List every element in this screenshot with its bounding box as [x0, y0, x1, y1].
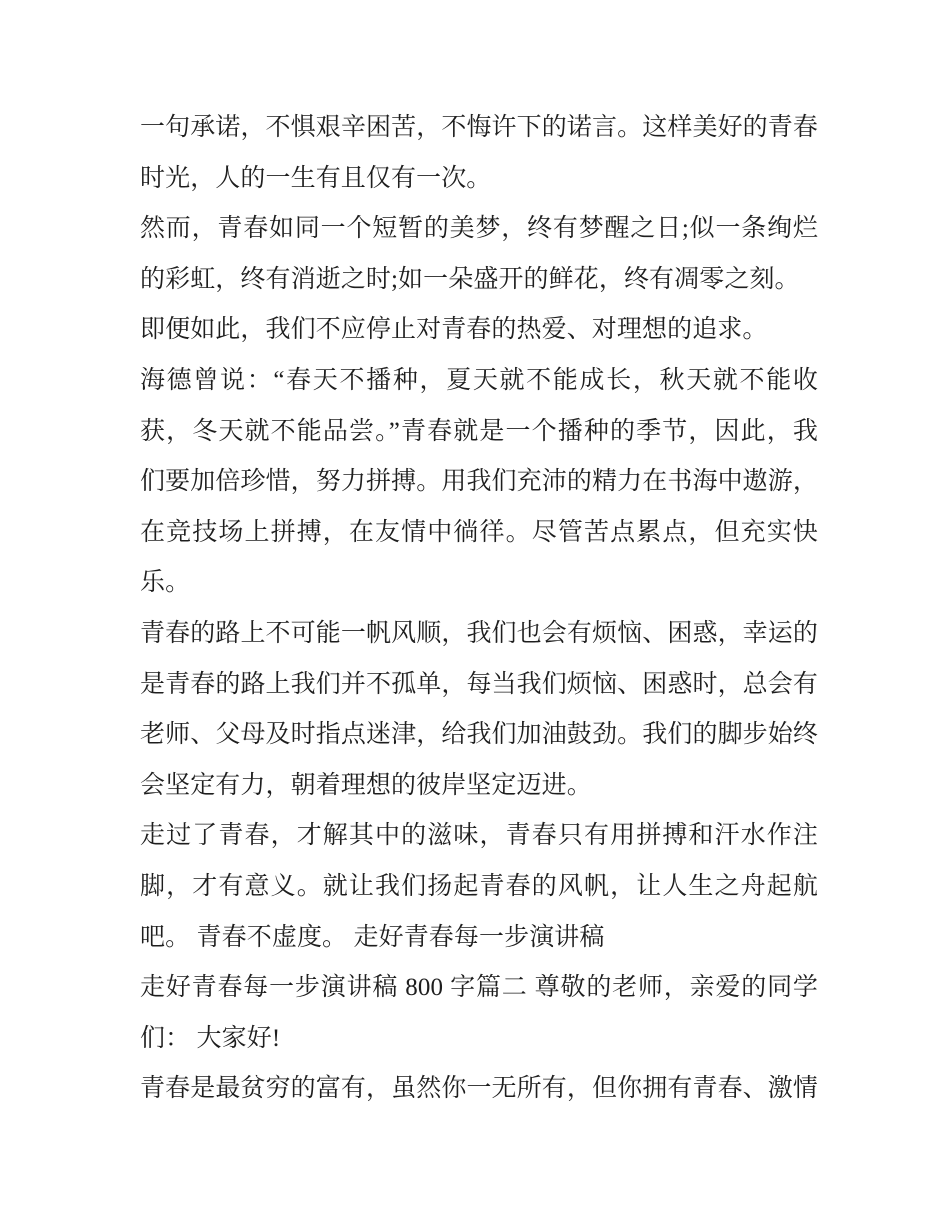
text-line: 乐。 — [140, 569, 191, 597]
text-line: 获，冬天就不能品尝。”青春就是一个播种的季节，因此，我 — [140, 417, 818, 445]
text-line: 会坚定有力，朝着理想的彼岸坚定迈进。 — [140, 771, 592, 799]
text-line: 时光，人的一生有且仅有一次。 — [140, 164, 492, 192]
text-line: 青春的路上不可能一帆风顺，我们也会有烦恼、困惑，幸运的 — [140, 619, 818, 647]
text-line: 们： 大家好! — [140, 1024, 281, 1052]
text-line: 海德曾说：“春天不播种，夏天就不能成长，秋天就不能收 — [140, 366, 818, 394]
text-line: 们要加倍珍惜，努力拼搏。用我们充沛的精力在书海中遨游， — [140, 468, 818, 496]
text-line: 走好青春每一步演讲稿 800 字篇二 尊敬的老师，亲爱的同学 — [140, 974, 818, 1002]
text-line: 走过了青春，才解其中的滋味，青春只有用拼搏和汗水作注 — [140, 822, 818, 850]
text-line: 是青春的路上我们并不孤单，每当我们烦恼、困惑时，总会有 — [140, 670, 818, 698]
text-line: 然而，青春如同一个短暂的美梦，终有梦醒之日;似一条绚烂 — [140, 215, 818, 243]
text-line: 青春是最贫穷的富有，虽然你一无所有，但你拥有青春、激情 — [140, 1075, 818, 1103]
text-line: 吧。 青春不虚度。 走好青春每一步演讲稿 — [140, 923, 605, 951]
text-line: 脚，才有意义。就让我们扬起青春的风帆，让人生之舟起航 — [140, 872, 818, 900]
text-block — [140, 103, 820, 1115]
text-line: 在竞技场上拼搏，在友情中徜徉。尽管苦点累点，但充实快 — [140, 518, 818, 546]
text-line: 的彩虹，终有消逝之时;如一朵盛开的鲜花，终有凋零之刻。 — [140, 265, 800, 293]
text-line: 一句承诺，不惧艰辛困苦，不悔许下的诺言。这样美好的青春 — [140, 114, 818, 141]
text-line: 即便如此，我们不应停止对青春的热爱、对理想的追求。 — [140, 316, 768, 344]
text-line: 老师、父母及时指点迷津，给我们加油鼓劲。我们的脚步始终 — [140, 721, 818, 749]
